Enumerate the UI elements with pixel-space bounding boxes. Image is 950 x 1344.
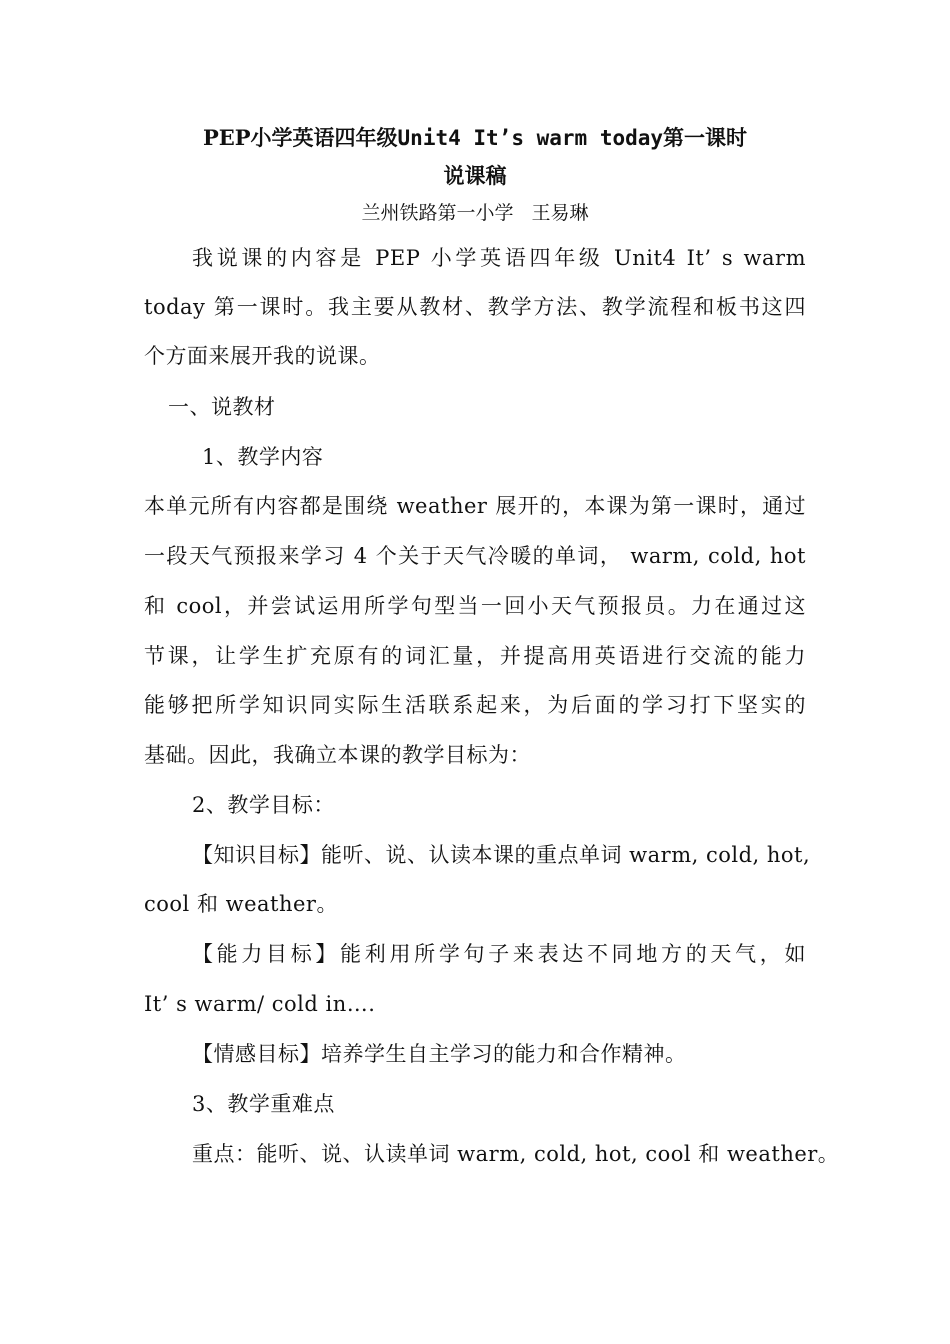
body-line-3: 个方面来展开我的说课。 [144,344,381,368]
body-line-1: 我说课的内容是 PEP 小学英语四年级 Unit4 It’ s warm [192,246,806,270]
title-part-3: 第一课时 [663,125,748,150]
body-line-7: 节课，让学生扩充原有的词汇量，并提高用英语进行交流的能力 [144,644,806,668]
body-line-9: 基础。因此，我确立本课的教学目标为： [144,743,531,767]
body-line-12: 【能力目标】能利用所学句子来表达不同地方的天气，如 [192,942,806,966]
body-line-10: 【知识目标】能听、说、认读本课的重点单词 warm, cold, hot, [192,843,811,867]
title-part-1: PEP小学英语四年级 [202,125,398,150]
subsection-heading-1: 1、教学内容 [202,445,324,469]
document-subtitle: 说课稿 [443,163,507,188]
body-line-5: 一段天气预报来学习 4 个关于天气冷暖的单词， warm, cold, hot [144,544,806,568]
body-line-2: today 第一课时。我主要从教材、教学方法、教学流程和板书这四 [144,295,806,319]
body-line-15: 重点：能听、说、认读单词 warm, cold, hot, cool 和 weather。 [192,1142,840,1166]
body-line-6: 和 cool，并尝试运用所学句型当一回小天气预报员。力在通过这 [144,594,806,618]
author-line: 兰州铁路第一小学 王易琳 [361,202,589,224]
subsection-heading-3: 3、教学重难点 [192,1092,335,1116]
body-line-4: 本单元所有内容都是围绕 weather 展开的，本课为第一课时，通过 [144,494,806,518]
body-line-14: 【情感目标】培养学生自主学习的能力和合作精神。 [192,1042,687,1066]
body-line-11: cool 和 weather。 [144,892,338,916]
body-line-13: It’ s warm/ cold in…. [144,992,376,1016]
body-line-8: 能够把所学知识同实际生活联系起来，为后面的学习打下坚实的 [144,693,806,717]
section-heading-1: 一、说教材 [168,395,276,419]
subsection-heading-2: 2、教学目标： [192,793,335,817]
document-title [0,122,950,152]
title-part-2: Unit4 It’s warm today [397,126,664,150]
